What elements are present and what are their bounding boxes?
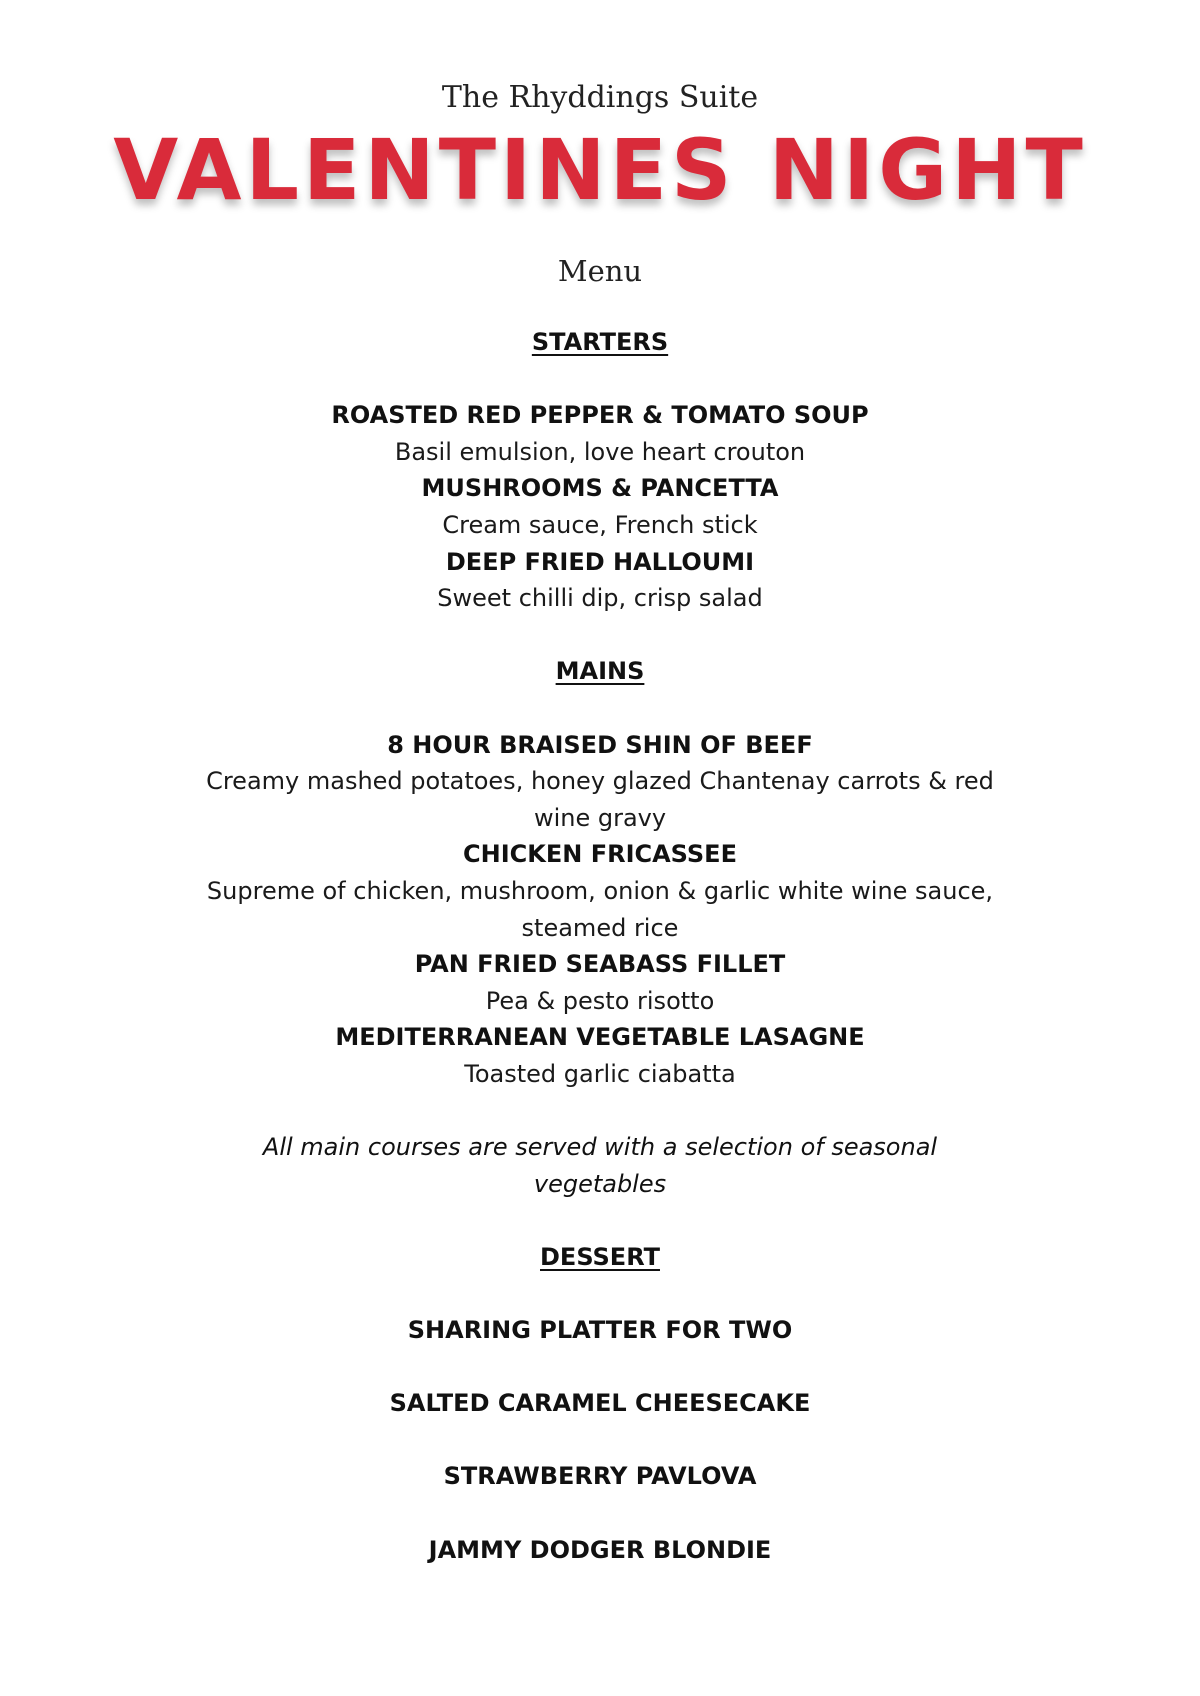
dessert-list [200, 1312, 1000, 1568]
menu-label: Menu [557, 254, 643, 288]
venue-name: The Rhyddings Suite [441, 80, 759, 115]
event-title: VALENTINES NIGHT [113, 121, 1087, 219]
dish-name: CHICKEN FRICASSEE [463, 840, 737, 869]
dish-name: 8 HOUR BRAISED SHIN OF BEEF [387, 730, 813, 759]
dish-description: Toasted garlic ciabatta [464, 1059, 736, 1088]
dish-name: MEDITERRANEAN VEGETABLE LASAGNE [335, 1023, 865, 1052]
dessert-item: SHARING PLATTER FOR TWO [407, 1316, 793, 1345]
starters-list [200, 397, 1000, 617]
dessert-item: STRAWBERRY PAVLOVA [443, 1462, 757, 1491]
dish-description: Pea & pesto risotto [485, 986, 715, 1015]
mains-note: All main courses are served with a selection of seasonal vegetables [262, 1133, 938, 1198]
dessert-heading: DESSERT [540, 1242, 660, 1271]
dish-name: MUSHROOMS & PANCETTA [421, 474, 779, 503]
menu-content [200, 324, 1000, 1568]
dish-name: ROASTED RED PEPPER & TOMATO SOUP [331, 401, 869, 430]
dish-description: Cream sauce, French stick [442, 510, 758, 539]
dish-description: Creamy mashed potatoes, honey glazed Chantenay carrots & red wine gravy [206, 767, 994, 832]
dish-description: Basil emulsion, love heart crouton [394, 437, 806, 466]
dish-description: Supreme of chicken, mushroom, onion & garlic white wine sauce, steamed rice [206, 876, 994, 942]
mains-heading: MAINS [555, 657, 645, 686]
dish-name: PAN FRIED SEABASS FILLET [414, 950, 786, 979]
dessert-item: SALTED CARAMEL CHEESECAKE [389, 1389, 811, 1418]
mains-list [200, 727, 1000, 1093]
dish-name: DEEP FRIED HALLOUMI [445, 547, 755, 576]
dessert-item: JAMMY DODGER BLONDIE [428, 1535, 772, 1564]
dish-description: Sweet chilli dip, crisp salad [437, 584, 763, 613]
starters-heading: STARTERS [531, 328, 669, 356]
